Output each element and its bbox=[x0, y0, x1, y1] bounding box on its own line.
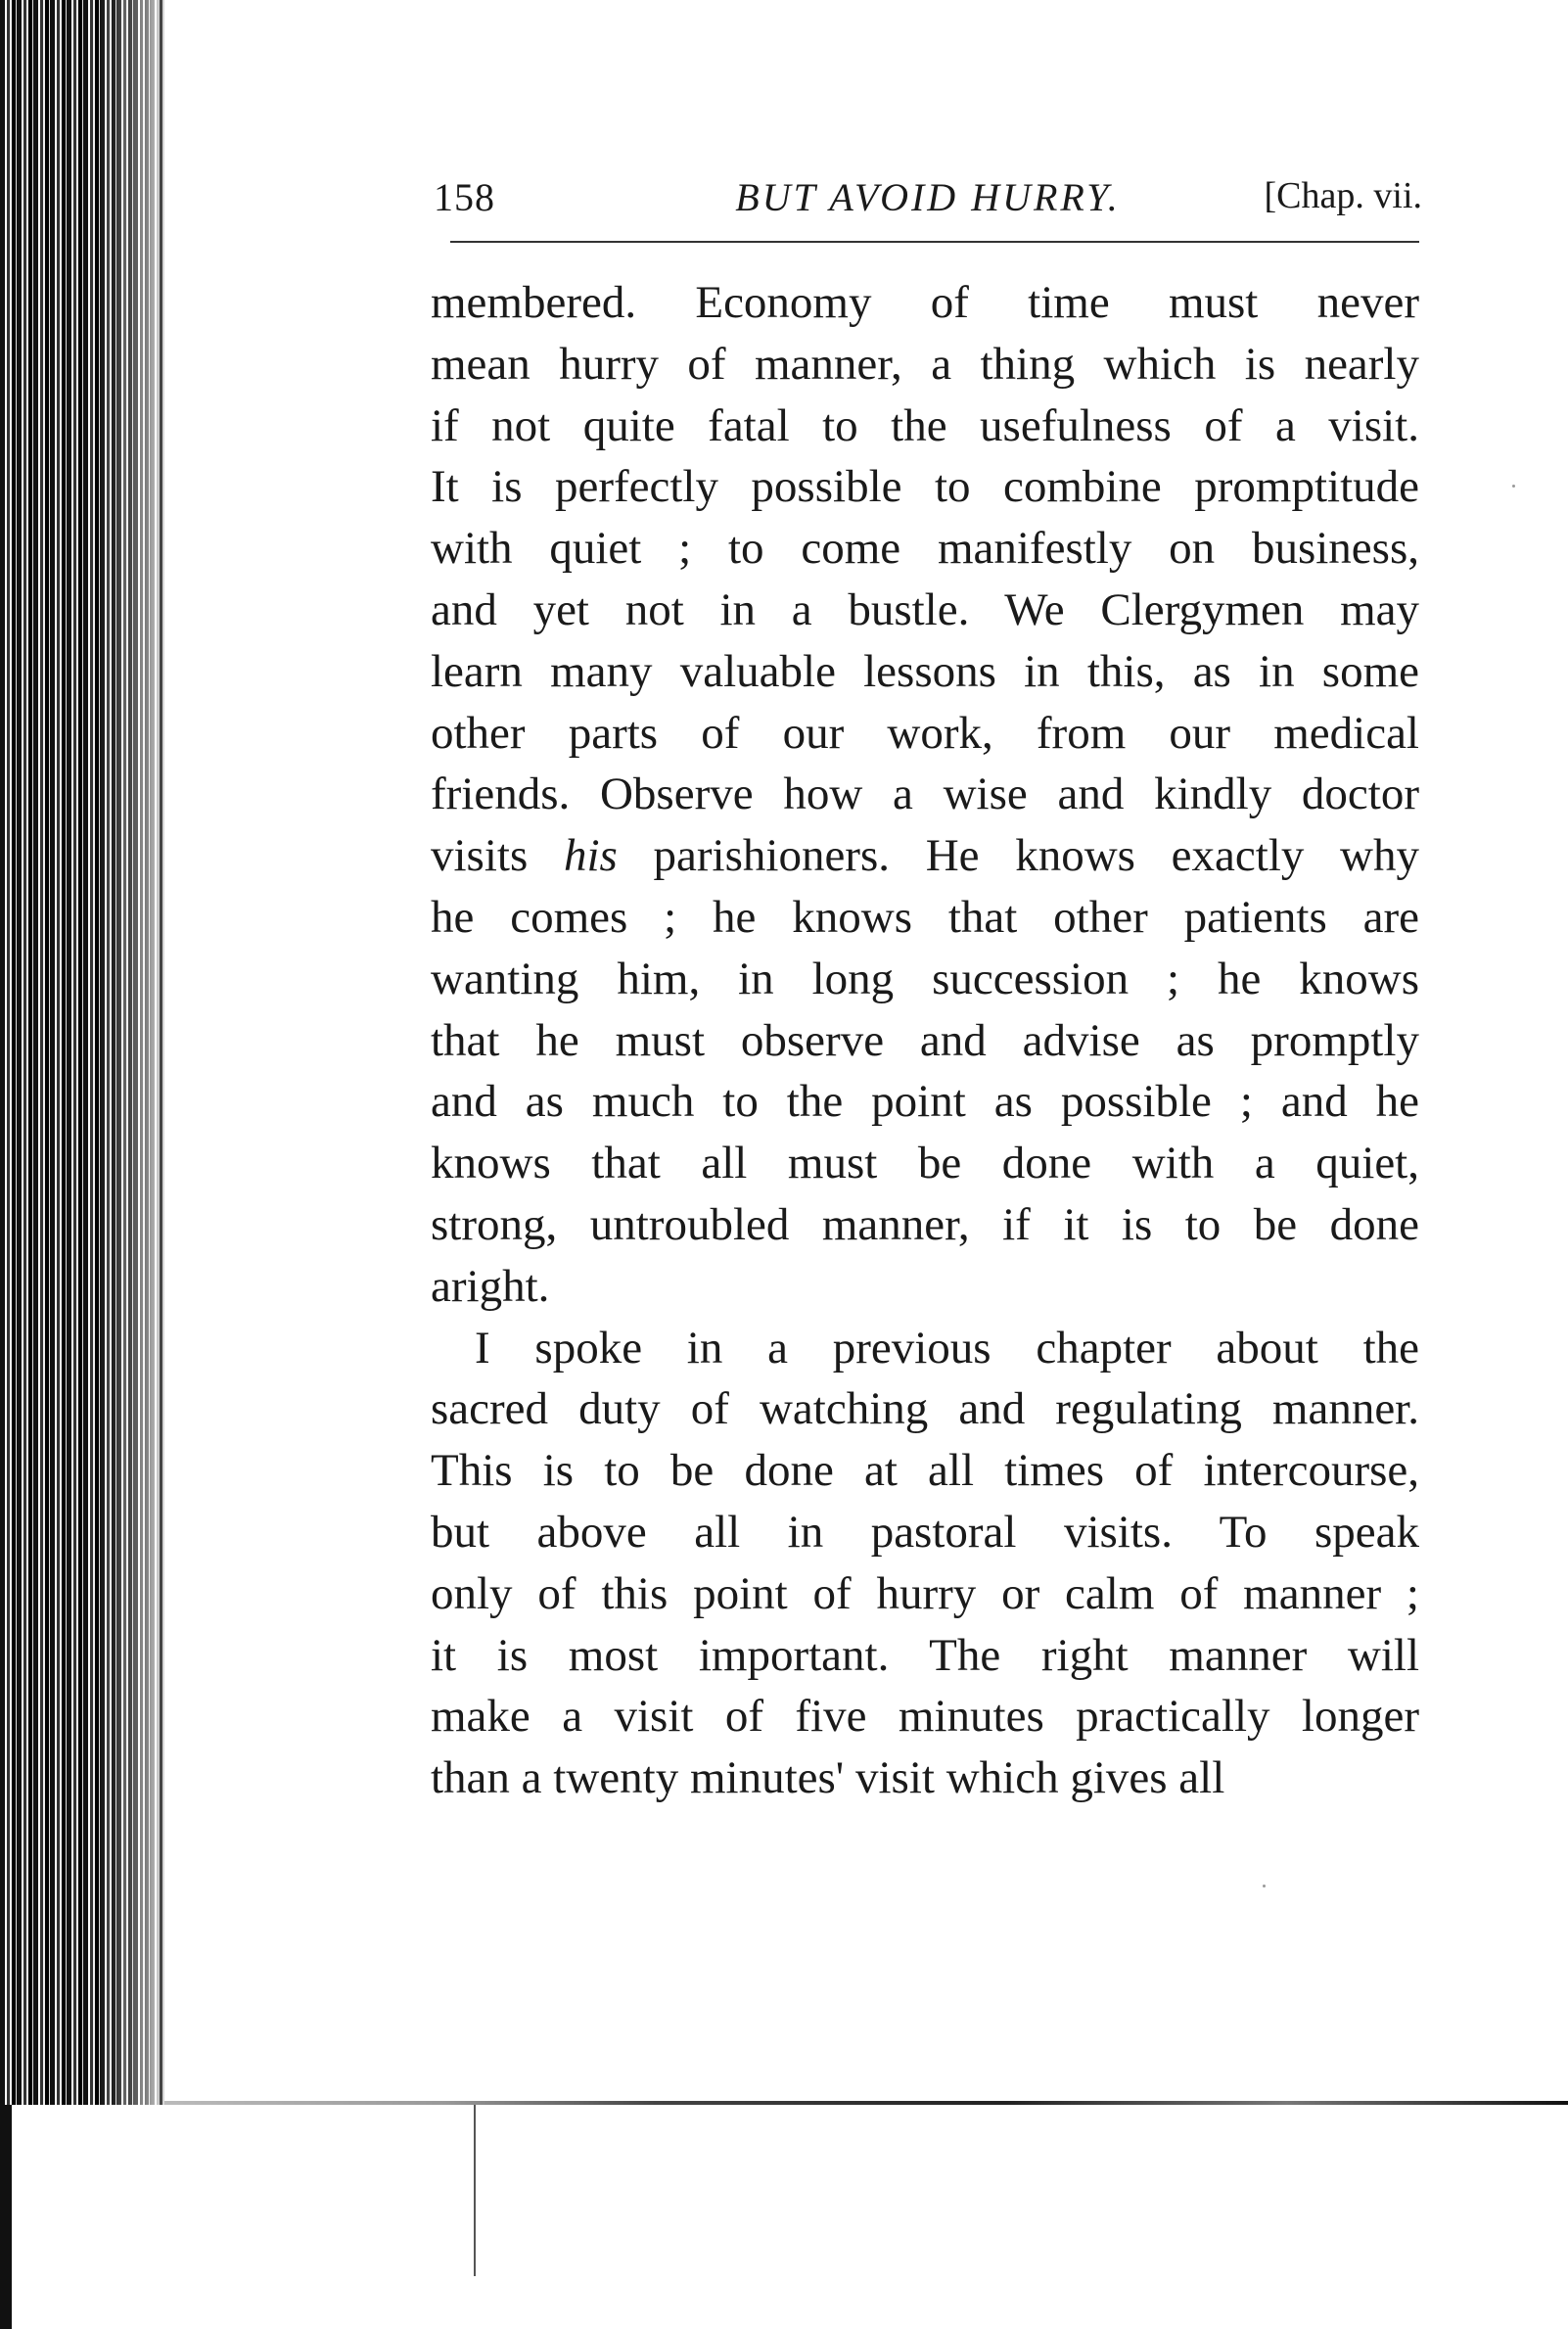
text-line: only of this point of hurry or calm of manner ; bbox=[431, 1567, 1419, 1619]
text-line: mean hurry of manner, a thing which is nearly bbox=[431, 338, 1419, 390]
text-line: other parts of our work, from our medical bbox=[431, 707, 1419, 759]
text-line: This is to be done at all times of intercourse, bbox=[431, 1445, 1419, 1497]
text-line: membered. Economy of time must never bbox=[431, 277, 1419, 328]
page-edge-tick bbox=[474, 2105, 476, 2276]
text-line: visits his parishioners. He knows exactly why bbox=[431, 830, 1419, 882]
text-line: I spoke in a previous chapter about the bbox=[475, 1322, 1419, 1374]
page-number: 158 bbox=[434, 175, 495, 219]
text-line: wanting him, in long succession ; he knows bbox=[431, 953, 1419, 1004]
paper-speck bbox=[1263, 1885, 1266, 1887]
text-line: and as much to the point as possible ; and he bbox=[431, 1076, 1419, 1128]
binding-bottom bbox=[0, 2105, 12, 2329]
running-title: BUT AVOID HURRY. bbox=[735, 175, 1121, 219]
text-line: friends. Observe how a wise and kindly doctor bbox=[431, 769, 1419, 820]
text-line: learn many valuable lessons in this, as in some bbox=[431, 645, 1419, 697]
text-line: with quiet ; to come manifestly on business, bbox=[431, 523, 1419, 575]
paper-speck bbox=[1512, 485, 1515, 488]
text-line: aright. bbox=[431, 1260, 550, 1312]
text-line: It is perfectly possible to combine promptitude bbox=[431, 461, 1419, 513]
running-head bbox=[434, 174, 1422, 233]
text-line: but above all in pastoral visits. To speak bbox=[431, 1506, 1419, 1558]
text-line: than a twenty minutes' visit which gives all bbox=[431, 1752, 1225, 1804]
text-line: sacred duty of watching and regulating manner. bbox=[431, 1383, 1419, 1435]
text-line: strong, untroubled manner, if it is to be done bbox=[431, 1198, 1419, 1250]
paragraph-2 bbox=[431, 1318, 1419, 1809]
chapter-reference: [Chap. vii. bbox=[1264, 175, 1422, 216]
page-bottom-edge bbox=[164, 2101, 1568, 2105]
body-text bbox=[431, 272, 1419, 1809]
text-line: that he must observe and advise as promptly bbox=[431, 1014, 1419, 1066]
italic-word: his bbox=[563, 830, 618, 882]
text-line: make a visit of five minutes practically longer bbox=[431, 1691, 1419, 1743]
text-line: if not quite fatal to the usefulness of a visit. bbox=[431, 399, 1419, 451]
text-line: it is most important. The right manner will bbox=[431, 1629, 1419, 1681]
paragraph-1 bbox=[431, 272, 1419, 1318]
header-rule bbox=[450, 241, 1419, 243]
text-line: and yet not in a bustle. We Clergymen may bbox=[431, 583, 1419, 635]
text-line: knows that all must be done with a quiet, bbox=[431, 1138, 1419, 1189]
binding-rule bbox=[160, 0, 162, 2105]
binding-edge-fade bbox=[98, 0, 166, 2105]
text-line: he comes ; he knows that other patients are bbox=[431, 891, 1419, 943]
